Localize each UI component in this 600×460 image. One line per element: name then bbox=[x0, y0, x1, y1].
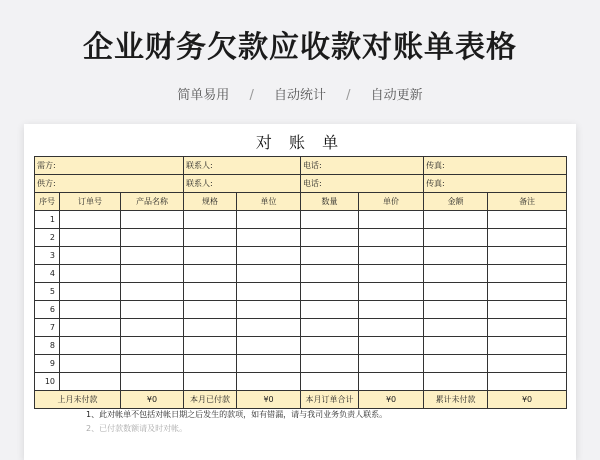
row-index: 5 bbox=[35, 283, 60, 301]
col-header-unit: 单位 bbox=[237, 193, 301, 211]
table-cell[interactable] bbox=[424, 265, 488, 283]
note-line: 2、已付款数额请及时对帐。 bbox=[86, 424, 188, 433]
buyer-fax-label: 传真: bbox=[424, 157, 567, 175]
table-cell[interactable] bbox=[121, 247, 184, 265]
col-header-remark: 备注 bbox=[488, 193, 567, 211]
separator: / bbox=[346, 88, 351, 103]
table-cell[interactable] bbox=[121, 337, 184, 355]
table-cell[interactable] bbox=[424, 337, 488, 355]
summary-row bbox=[35, 391, 567, 409]
table-cell[interactable] bbox=[301, 337, 359, 355]
supplier-label: 供方: bbox=[35, 175, 184, 193]
table-cell[interactable] bbox=[301, 301, 359, 319]
feature-tag: 简单易用 bbox=[177, 88, 230, 103]
row-index: 8 bbox=[35, 337, 60, 355]
table-cell[interactable] bbox=[60, 373, 121, 391]
row-index: 1 bbox=[35, 211, 60, 229]
row-index: 3 bbox=[35, 247, 60, 265]
last-month-unpaid-value: ¥0 bbox=[121, 391, 184, 409]
supplier-fax-label: 传真: bbox=[424, 175, 567, 193]
table-cell[interactable] bbox=[184, 265, 237, 283]
table-cell[interactable] bbox=[359, 373, 424, 391]
month-order-total-value: ¥0 bbox=[359, 391, 424, 409]
table-cell[interactable] bbox=[121, 265, 184, 283]
table-cell[interactable] bbox=[60, 319, 121, 337]
table-row bbox=[35, 373, 567, 391]
table-cell[interactable] bbox=[184, 337, 237, 355]
table-cell[interactable] bbox=[237, 283, 301, 301]
table-cell[interactable] bbox=[60, 301, 121, 319]
table-cell[interactable] bbox=[488, 373, 567, 391]
col-header-order-no: 订单号 bbox=[60, 193, 121, 211]
table-cell[interactable] bbox=[301, 283, 359, 301]
table-cell[interactable] bbox=[488, 283, 567, 301]
col-header-unit-price: 单价 bbox=[359, 193, 424, 211]
supplier-contact-label: 联系人: bbox=[184, 175, 301, 193]
table-cell[interactable] bbox=[488, 355, 567, 373]
table-row bbox=[35, 211, 567, 229]
feature-tag: 自动统计 bbox=[273, 88, 326, 103]
feature-tag: 自动更新 bbox=[370, 88, 423, 103]
table-cell[interactable] bbox=[184, 247, 237, 265]
buyer-label: 需方: bbox=[35, 157, 184, 175]
table-cell[interactable] bbox=[121, 319, 184, 337]
table-body bbox=[35, 211, 567, 391]
table-cell[interactable] bbox=[301, 355, 359, 373]
table-cell[interactable] bbox=[424, 229, 488, 247]
table-cell[interactable] bbox=[60, 247, 121, 265]
feature-tags bbox=[0, 84, 600, 103]
row-index: 2 bbox=[35, 229, 60, 247]
table-cell[interactable] bbox=[237, 301, 301, 319]
col-header-spec: 规格 bbox=[184, 193, 237, 211]
table-cell[interactable] bbox=[237, 265, 301, 283]
table-cell[interactable] bbox=[60, 355, 121, 373]
table-cell[interactable] bbox=[424, 319, 488, 337]
table-cell[interactable] bbox=[237, 247, 301, 265]
buyer-row bbox=[35, 157, 567, 175]
table-cell[interactable] bbox=[121, 355, 184, 373]
table-cell[interactable] bbox=[237, 337, 301, 355]
table-cell[interactable] bbox=[301, 229, 359, 247]
table-row bbox=[35, 355, 567, 373]
table-cell[interactable] bbox=[359, 283, 424, 301]
table-cell[interactable] bbox=[184, 373, 237, 391]
table-cell[interactable] bbox=[121, 229, 184, 247]
table-cell[interactable] bbox=[359, 355, 424, 373]
table-cell[interactable] bbox=[60, 211, 121, 229]
notes bbox=[86, 408, 387, 436]
table-row bbox=[35, 319, 567, 337]
table-cell[interactable] bbox=[237, 355, 301, 373]
row-index: 7 bbox=[35, 319, 60, 337]
table-cell[interactable] bbox=[359, 319, 424, 337]
table-cell[interactable] bbox=[60, 283, 121, 301]
table-row bbox=[35, 229, 567, 247]
table-header bbox=[35, 193, 567, 211]
supplier-row bbox=[35, 175, 567, 193]
table-cell[interactable] bbox=[424, 301, 488, 319]
table-cell[interactable] bbox=[488, 301, 567, 319]
table-cell[interactable] bbox=[424, 283, 488, 301]
row-index: 6 bbox=[35, 301, 60, 319]
table-cell[interactable] bbox=[359, 229, 424, 247]
col-header-amount: 金额 bbox=[424, 193, 488, 211]
table-cell[interactable] bbox=[488, 229, 567, 247]
row-index: 4 bbox=[35, 265, 60, 283]
table-cell[interactable] bbox=[121, 283, 184, 301]
row-index: 10 bbox=[35, 373, 60, 391]
month-paid-value: ¥0 bbox=[237, 391, 301, 409]
table-cell[interactable] bbox=[424, 355, 488, 373]
statement-table bbox=[34, 156, 567, 409]
table-cell[interactable] bbox=[301, 319, 359, 337]
table-cell[interactable] bbox=[60, 229, 121, 247]
supplier-phone-label: 电话: bbox=[301, 175, 424, 193]
table-cell[interactable] bbox=[301, 247, 359, 265]
table-cell[interactable] bbox=[424, 247, 488, 265]
separator: / bbox=[249, 88, 254, 103]
table-cell[interactable] bbox=[184, 301, 237, 319]
table-cell[interactable] bbox=[488, 265, 567, 283]
page-title: 企业财务欠款应收款对账单表格 bbox=[83, 30, 517, 65]
table-cell[interactable] bbox=[184, 355, 237, 373]
table-cell[interactable] bbox=[424, 373, 488, 391]
table-cell[interactable] bbox=[359, 301, 424, 319]
cumulative-unpaid-label: 累计未付款 bbox=[424, 391, 488, 409]
table-cell[interactable] bbox=[237, 319, 301, 337]
buyer-phone-label: 电话: bbox=[301, 157, 424, 175]
table-cell[interactable] bbox=[184, 229, 237, 247]
table-cell[interactable] bbox=[184, 283, 237, 301]
col-header-quantity: 数量 bbox=[301, 193, 359, 211]
col-header-product: 产品名称 bbox=[121, 193, 184, 211]
month-paid-label: 本月已付款 bbox=[184, 391, 237, 409]
table-cell[interactable] bbox=[359, 337, 424, 355]
row-index: 9 bbox=[35, 355, 60, 373]
table-cell[interactable] bbox=[359, 211, 424, 229]
col-header-index: 序号 bbox=[35, 193, 60, 211]
table-cell[interactable] bbox=[424, 211, 488, 229]
table-cell[interactable] bbox=[237, 229, 301, 247]
table-cell[interactable] bbox=[301, 265, 359, 283]
month-order-total-label: 本月订单合计 bbox=[301, 391, 359, 409]
table-cell[interactable] bbox=[359, 265, 424, 283]
table-row bbox=[35, 301, 567, 319]
table-row bbox=[35, 337, 567, 355]
table-cell[interactable] bbox=[359, 247, 424, 265]
table-cell[interactable] bbox=[237, 211, 301, 229]
table-cell[interactable] bbox=[488, 247, 567, 265]
table-cell[interactable] bbox=[488, 319, 567, 337]
last-month-unpaid-label: 上月未付款 bbox=[35, 391, 121, 409]
table-cell[interactable] bbox=[488, 211, 567, 229]
table-cell[interactable] bbox=[488, 337, 567, 355]
table-cell[interactable] bbox=[301, 211, 359, 229]
table-cell[interactable] bbox=[237, 373, 301, 391]
table-cell[interactable] bbox=[301, 373, 359, 391]
table-cell[interactable] bbox=[184, 319, 237, 337]
sheet-title: 对 账 单 bbox=[255, 133, 345, 152]
statement-sheet bbox=[24, 124, 576, 460]
buyer-contact-label: 联系人: bbox=[184, 157, 301, 175]
cumulative-unpaid-value: ¥0 bbox=[488, 391, 567, 409]
table-cell[interactable] bbox=[121, 301, 184, 319]
note-line: 1、此对帐单不包括对帐日期之后发生的款项，如有错漏，请与我司业务负责人联系。 bbox=[86, 410, 388, 419]
table-cell[interactable] bbox=[60, 337, 121, 355]
table-cell[interactable] bbox=[121, 373, 184, 391]
table-row bbox=[35, 283, 567, 301]
table-cell[interactable] bbox=[184, 211, 237, 229]
table-row bbox=[35, 247, 567, 265]
table-row bbox=[35, 265, 567, 283]
table-cell[interactable] bbox=[60, 265, 121, 283]
table-cell[interactable] bbox=[121, 211, 184, 229]
